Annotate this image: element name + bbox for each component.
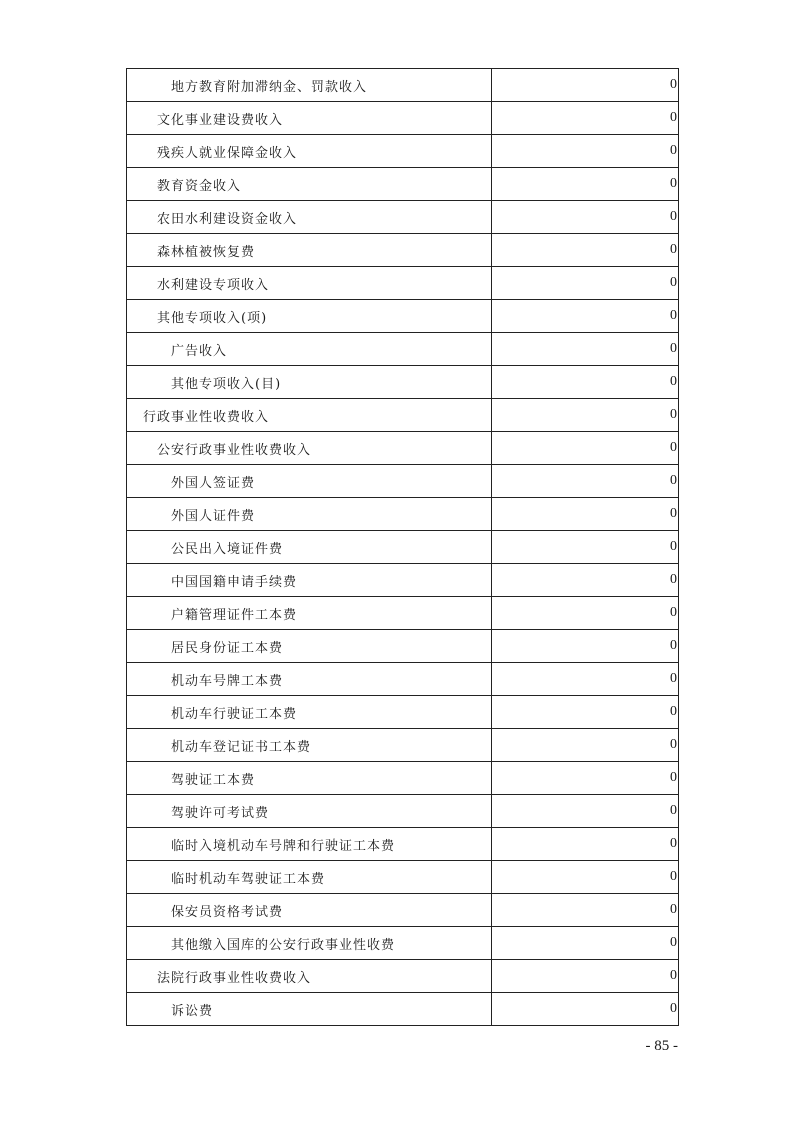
page-number: - 85 - xyxy=(645,1038,678,1054)
row-name-cell: 临时入境机动车号牌和行驶证工本费 xyxy=(127,828,492,861)
row-value-cell: 0 xyxy=(492,432,679,465)
row-value-cell: 0 xyxy=(492,201,679,234)
row-value-cell: 0 xyxy=(492,729,679,762)
row-value-cell: 0 xyxy=(492,894,679,927)
table-row xyxy=(127,69,679,102)
row-name-cell: 广告收入 xyxy=(127,333,492,366)
row-value-cell: 0 xyxy=(492,762,679,795)
table-row xyxy=(127,861,679,894)
table-row xyxy=(127,993,679,1026)
row-name-cell: 中国国籍申请手续费 xyxy=(127,564,492,597)
row-name-cell: 其他专项收入(目) xyxy=(127,366,492,399)
table-row xyxy=(127,729,679,762)
revenue-table-container xyxy=(126,68,678,1026)
table-row xyxy=(127,399,679,432)
row-name-cell: 机动车登记证书工本费 xyxy=(127,729,492,762)
table-row xyxy=(127,795,679,828)
table-row xyxy=(127,564,679,597)
row-value-cell: 0 xyxy=(492,498,679,531)
revenue-table-body xyxy=(127,69,679,1026)
row-name-cell: 其他专项收入(项) xyxy=(127,300,492,333)
table-row xyxy=(127,300,679,333)
table-row xyxy=(127,960,679,993)
table-row xyxy=(127,135,679,168)
row-name-cell: 外国人证件费 xyxy=(127,498,492,531)
revenue-table xyxy=(126,68,679,1026)
row-name-cell: 其他缴入国库的公安行政事业性收费 xyxy=(127,927,492,960)
table-row xyxy=(127,696,679,729)
row-value-cell: 0 xyxy=(492,795,679,828)
row-name-cell: 机动车行驶证工本费 xyxy=(127,696,492,729)
table-row xyxy=(127,234,679,267)
row-value-cell: 0 xyxy=(492,597,679,630)
row-value-cell: 0 xyxy=(492,927,679,960)
row-name-cell: 文化事业建设费收入 xyxy=(127,102,492,135)
row-name-cell: 森林植被恢复费 xyxy=(127,234,492,267)
row-name-cell: 公民出入境证件费 xyxy=(127,531,492,564)
row-name-cell: 户籍管理证件工本费 xyxy=(127,597,492,630)
row-name-cell: 驾驶证工本费 xyxy=(127,762,492,795)
row-name-cell: 机动车号牌工本费 xyxy=(127,663,492,696)
row-name-cell: 地方教育附加滞纳金、罚款收入 xyxy=(127,69,492,102)
table-row xyxy=(127,828,679,861)
row-value-cell: 0 xyxy=(492,399,679,432)
row-value-cell: 0 xyxy=(492,663,679,696)
row-name-cell: 农田水利建设资金收入 xyxy=(127,201,492,234)
table-row xyxy=(127,762,679,795)
table-row xyxy=(127,168,679,201)
row-name-cell: 法院行政事业性收费收入 xyxy=(127,960,492,993)
table-row xyxy=(127,432,679,465)
row-name-cell: 临时机动车驾驶证工本费 xyxy=(127,861,492,894)
row-value-cell: 0 xyxy=(492,531,679,564)
row-name-cell: 水利建设专项收入 xyxy=(127,267,492,300)
row-value-cell: 0 xyxy=(492,234,679,267)
row-name-cell: 行政事业性收费收入 xyxy=(127,399,492,432)
row-value-cell: 0 xyxy=(492,366,679,399)
row-name-cell: 驾驶许可考试费 xyxy=(127,795,492,828)
row-name-cell: 诉讼费 xyxy=(127,993,492,1026)
row-value-cell: 0 xyxy=(492,861,679,894)
row-value-cell: 0 xyxy=(492,828,679,861)
table-row xyxy=(127,663,679,696)
row-value-cell: 0 xyxy=(492,135,679,168)
row-value-cell: 0 xyxy=(492,168,679,201)
table-row xyxy=(127,630,679,663)
row-value-cell: 0 xyxy=(492,465,679,498)
row-name-cell: 残疾人就业保障金收入 xyxy=(127,135,492,168)
row-name-cell: 保安员资格考试费 xyxy=(127,894,492,927)
row-value-cell: 0 xyxy=(492,960,679,993)
table-row xyxy=(127,333,679,366)
row-name-cell: 居民身份证工本费 xyxy=(127,630,492,663)
table-row xyxy=(127,894,679,927)
table-row xyxy=(127,597,679,630)
row-value-cell: 0 xyxy=(492,696,679,729)
row-name-cell: 公安行政事业性收费收入 xyxy=(127,432,492,465)
row-name-cell: 教育资金收入 xyxy=(127,168,492,201)
row-value-cell: 0 xyxy=(492,102,679,135)
table-row xyxy=(127,927,679,960)
row-value-cell: 0 xyxy=(492,267,679,300)
table-row xyxy=(127,366,679,399)
row-value-cell: 0 xyxy=(492,630,679,663)
table-row xyxy=(127,465,679,498)
row-value-cell: 0 xyxy=(492,564,679,597)
row-name-cell: 外国人签证费 xyxy=(127,465,492,498)
table-row xyxy=(127,267,679,300)
table-row xyxy=(127,531,679,564)
table-row xyxy=(127,102,679,135)
table-row xyxy=(127,498,679,531)
row-value-cell: 0 xyxy=(492,993,679,1026)
table-row xyxy=(127,201,679,234)
row-value-cell: 0 xyxy=(492,333,679,366)
row-value-cell: 0 xyxy=(492,300,679,333)
row-value-cell: 0 xyxy=(492,69,679,102)
